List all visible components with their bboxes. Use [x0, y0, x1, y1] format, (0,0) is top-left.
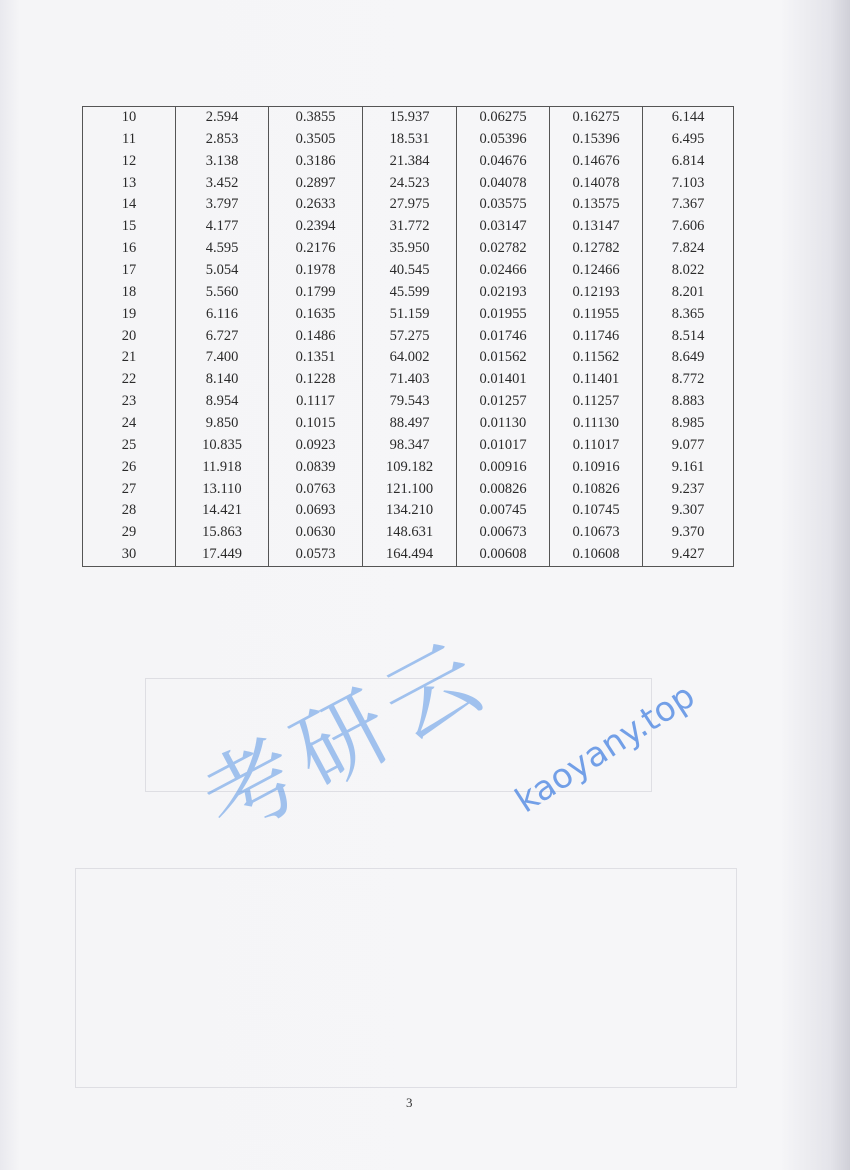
table-row [83, 151, 734, 173]
table-cell: 0.01746 [457, 326, 550, 348]
table-row [83, 238, 734, 260]
table-cell: 3.138 [176, 151, 269, 173]
table-cell: 45.599 [363, 282, 457, 304]
table-cell: 0.11130 [550, 413, 643, 435]
table-cell: 6.814 [643, 151, 734, 173]
table-cell: 0.00916 [457, 457, 550, 479]
table-cell: 6.495 [643, 129, 734, 151]
table-cell: 8.140 [176, 369, 269, 391]
table-cell: 0.2633 [269, 194, 363, 216]
table-cell: 6.116 [176, 304, 269, 326]
table-cell: 8.954 [176, 391, 269, 413]
table-cell: 0.10608 [550, 544, 643, 566]
table-row [83, 544, 734, 566]
table-cell: 0.0630 [269, 522, 363, 544]
table-cell: 79.543 [363, 391, 457, 413]
table-cell: 0.04676 [457, 151, 550, 173]
table-cell: 0.2897 [269, 173, 363, 195]
table-cell: 0.14676 [550, 151, 643, 173]
table-cell: 0.1015 [269, 413, 363, 435]
table-cell: 0.00826 [457, 479, 550, 501]
table-cell: 0.11562 [550, 347, 643, 369]
table-cell: 9.370 [643, 522, 734, 544]
table-cell: 64.002 [363, 347, 457, 369]
table-cell: 0.13575 [550, 194, 643, 216]
table-cell: 28 [83, 500, 176, 522]
table-cell: 0.01130 [457, 413, 550, 435]
table-cell: 11.918 [176, 457, 269, 479]
table-row [83, 107, 734, 129]
table-cell: 98.347 [363, 435, 457, 457]
table-cell: 0.01562 [457, 347, 550, 369]
table-cell: 0.11955 [550, 304, 643, 326]
table-cell: 0.0693 [269, 500, 363, 522]
table-cell: 17 [83, 260, 176, 282]
table-cell: 0.13147 [550, 216, 643, 238]
table-row [83, 347, 734, 369]
table-cell: 8.883 [643, 391, 734, 413]
table-cell: 10 [83, 107, 176, 129]
table-cell: 22 [83, 369, 176, 391]
table-row [83, 304, 734, 326]
table-cell: 0.0839 [269, 457, 363, 479]
table-cell: 21 [83, 347, 176, 369]
table-cell: 0.05396 [457, 129, 550, 151]
table-cell: 0.00608 [457, 544, 550, 566]
table-cell: 8.365 [643, 304, 734, 326]
table-cell: 7.367 [643, 194, 734, 216]
table-cell: 51.159 [363, 304, 457, 326]
table-cell: 0.3505 [269, 129, 363, 151]
table-cell: 0.0763 [269, 479, 363, 501]
table-cell: 8.985 [643, 413, 734, 435]
table-row [83, 194, 734, 216]
table-cell: 0.03147 [457, 216, 550, 238]
table-row [83, 500, 734, 522]
table-cell: 0.1486 [269, 326, 363, 348]
table-cell: 8.201 [643, 282, 734, 304]
table-cell: 8.514 [643, 326, 734, 348]
table-cell: 11 [83, 129, 176, 151]
table-cell: 6.144 [643, 107, 734, 129]
table-cell: 0.06275 [457, 107, 550, 129]
table-cell: 0.02466 [457, 260, 550, 282]
table-cell: 18.531 [363, 129, 457, 151]
table-row [83, 522, 734, 544]
watermark-chinese: 考研云 [186, 619, 507, 858]
table-cell: 9.077 [643, 435, 734, 457]
table-cell: 27 [83, 479, 176, 501]
watermark-url: kaoyany.top [508, 675, 703, 822]
table-cell: 0.2176 [269, 238, 363, 260]
table-cell: 0.2394 [269, 216, 363, 238]
table-cell: 0.11746 [550, 326, 643, 348]
table-cell: 8.649 [643, 347, 734, 369]
table-cell: 0.12466 [550, 260, 643, 282]
table-cell: 0.02193 [457, 282, 550, 304]
table-cell: 9.850 [176, 413, 269, 435]
table-cell: 121.100 [363, 479, 457, 501]
table-cell: 17.449 [176, 544, 269, 566]
table-cell: 0.1117 [269, 391, 363, 413]
table-cell: 3.452 [176, 173, 269, 195]
table-cell: 0.10916 [550, 457, 643, 479]
table-cell: 8.772 [643, 369, 734, 391]
table-cell: 9.237 [643, 479, 734, 501]
table-cell: 0.1978 [269, 260, 363, 282]
table-cell: 21.384 [363, 151, 457, 173]
table-cell: 7.400 [176, 347, 269, 369]
table-cell: 4.595 [176, 238, 269, 260]
table-row [83, 391, 734, 413]
table-cell: 0.04078 [457, 173, 550, 195]
table-row [83, 369, 734, 391]
table-cell: 0.10826 [550, 479, 643, 501]
table-cell: 0.1228 [269, 369, 363, 391]
table-cell: 35.950 [363, 238, 457, 260]
table-row [83, 173, 734, 195]
table-cell: 134.210 [363, 500, 457, 522]
table-cell: 40.545 [363, 260, 457, 282]
table-cell: 15.937 [363, 107, 457, 129]
table-cell: 0.15396 [550, 129, 643, 151]
interest-factor-table [82, 106, 734, 567]
table-row [83, 282, 734, 304]
table-cell: 0.14078 [550, 173, 643, 195]
table-cell: 26 [83, 457, 176, 479]
table-cell: 19 [83, 304, 176, 326]
table-cell: 23 [83, 391, 176, 413]
table-cell: 9.307 [643, 500, 734, 522]
table-cell: 25 [83, 435, 176, 457]
table-cell: 13.110 [176, 479, 269, 501]
table-cell: 0.10745 [550, 500, 643, 522]
table-row [83, 260, 734, 282]
table-cell: 0.1635 [269, 304, 363, 326]
table-cell: 0.11257 [550, 391, 643, 413]
table-cell: 8.022 [643, 260, 734, 282]
table-cell: 10.835 [176, 435, 269, 457]
table-cell: 27.975 [363, 194, 457, 216]
table-cell: 20 [83, 326, 176, 348]
table-cell: 0.01257 [457, 391, 550, 413]
table-cell: 0.01955 [457, 304, 550, 326]
table-cell: 0.01017 [457, 435, 550, 457]
table-row [83, 435, 734, 457]
table-cell: 71.403 [363, 369, 457, 391]
table-cell: 14 [83, 194, 176, 216]
table-cell: 164.494 [363, 544, 457, 566]
table-row [83, 216, 734, 238]
table-cell: 24 [83, 413, 176, 435]
table-cell: 15.863 [176, 522, 269, 544]
table-cell: 9.161 [643, 457, 734, 479]
table-cell: 31.772 [363, 216, 457, 238]
table-cell: 13 [83, 173, 176, 195]
table-cell: 16 [83, 238, 176, 260]
table-cell: 7.103 [643, 173, 734, 195]
table-cell: 0.0923 [269, 435, 363, 457]
table-row [83, 129, 734, 151]
table-cell: 5.054 [176, 260, 269, 282]
table-cell: 9.427 [643, 544, 734, 566]
table-cell: 0.11017 [550, 435, 643, 457]
table-row [83, 479, 734, 501]
table-cell: 0.00673 [457, 522, 550, 544]
table-cell: 88.497 [363, 413, 457, 435]
table-cell: 0.1799 [269, 282, 363, 304]
table-cell: 7.606 [643, 216, 734, 238]
table-cell: 15 [83, 216, 176, 238]
table-cell: 7.824 [643, 238, 734, 260]
page-number: 3 [406, 1095, 413, 1110]
table-cell: 0.12782 [550, 238, 643, 260]
table-cell: 0.16275 [550, 107, 643, 129]
table-cell: 0.0573 [269, 544, 363, 566]
table-cell: 30 [83, 544, 176, 566]
table-cell: 0.1351 [269, 347, 363, 369]
table-cell: 0.10673 [550, 522, 643, 544]
bleed-through-table-2 [75, 868, 737, 1088]
table-cell: 57.275 [363, 326, 457, 348]
table-cell: 4.177 [176, 216, 269, 238]
table-cell: 0.11401 [550, 369, 643, 391]
table-cell: 3.797 [176, 194, 269, 216]
table-cell: 109.182 [363, 457, 457, 479]
table-cell: 5.560 [176, 282, 269, 304]
table-cell: 0.00745 [457, 500, 550, 522]
table-cell: 2.594 [176, 107, 269, 129]
table-cell: 0.02782 [457, 238, 550, 260]
table-cell: 0.01401 [457, 369, 550, 391]
table-cell: 14.421 [176, 500, 269, 522]
table-row [83, 413, 734, 435]
table-cell: 29 [83, 522, 176, 544]
table-cell: 12 [83, 151, 176, 173]
table-cell: 0.03575 [457, 194, 550, 216]
table-cell: 2.853 [176, 129, 269, 151]
table-cell: 148.631 [363, 522, 457, 544]
table-row [83, 457, 734, 479]
table-cell: 0.3186 [269, 151, 363, 173]
table-cell: 0.12193 [550, 282, 643, 304]
table-cell: 6.727 [176, 326, 269, 348]
table-cell: 24.523 [363, 173, 457, 195]
table-cell: 0.3855 [269, 107, 363, 129]
table-row [83, 326, 734, 348]
table-cell: 18 [83, 282, 176, 304]
